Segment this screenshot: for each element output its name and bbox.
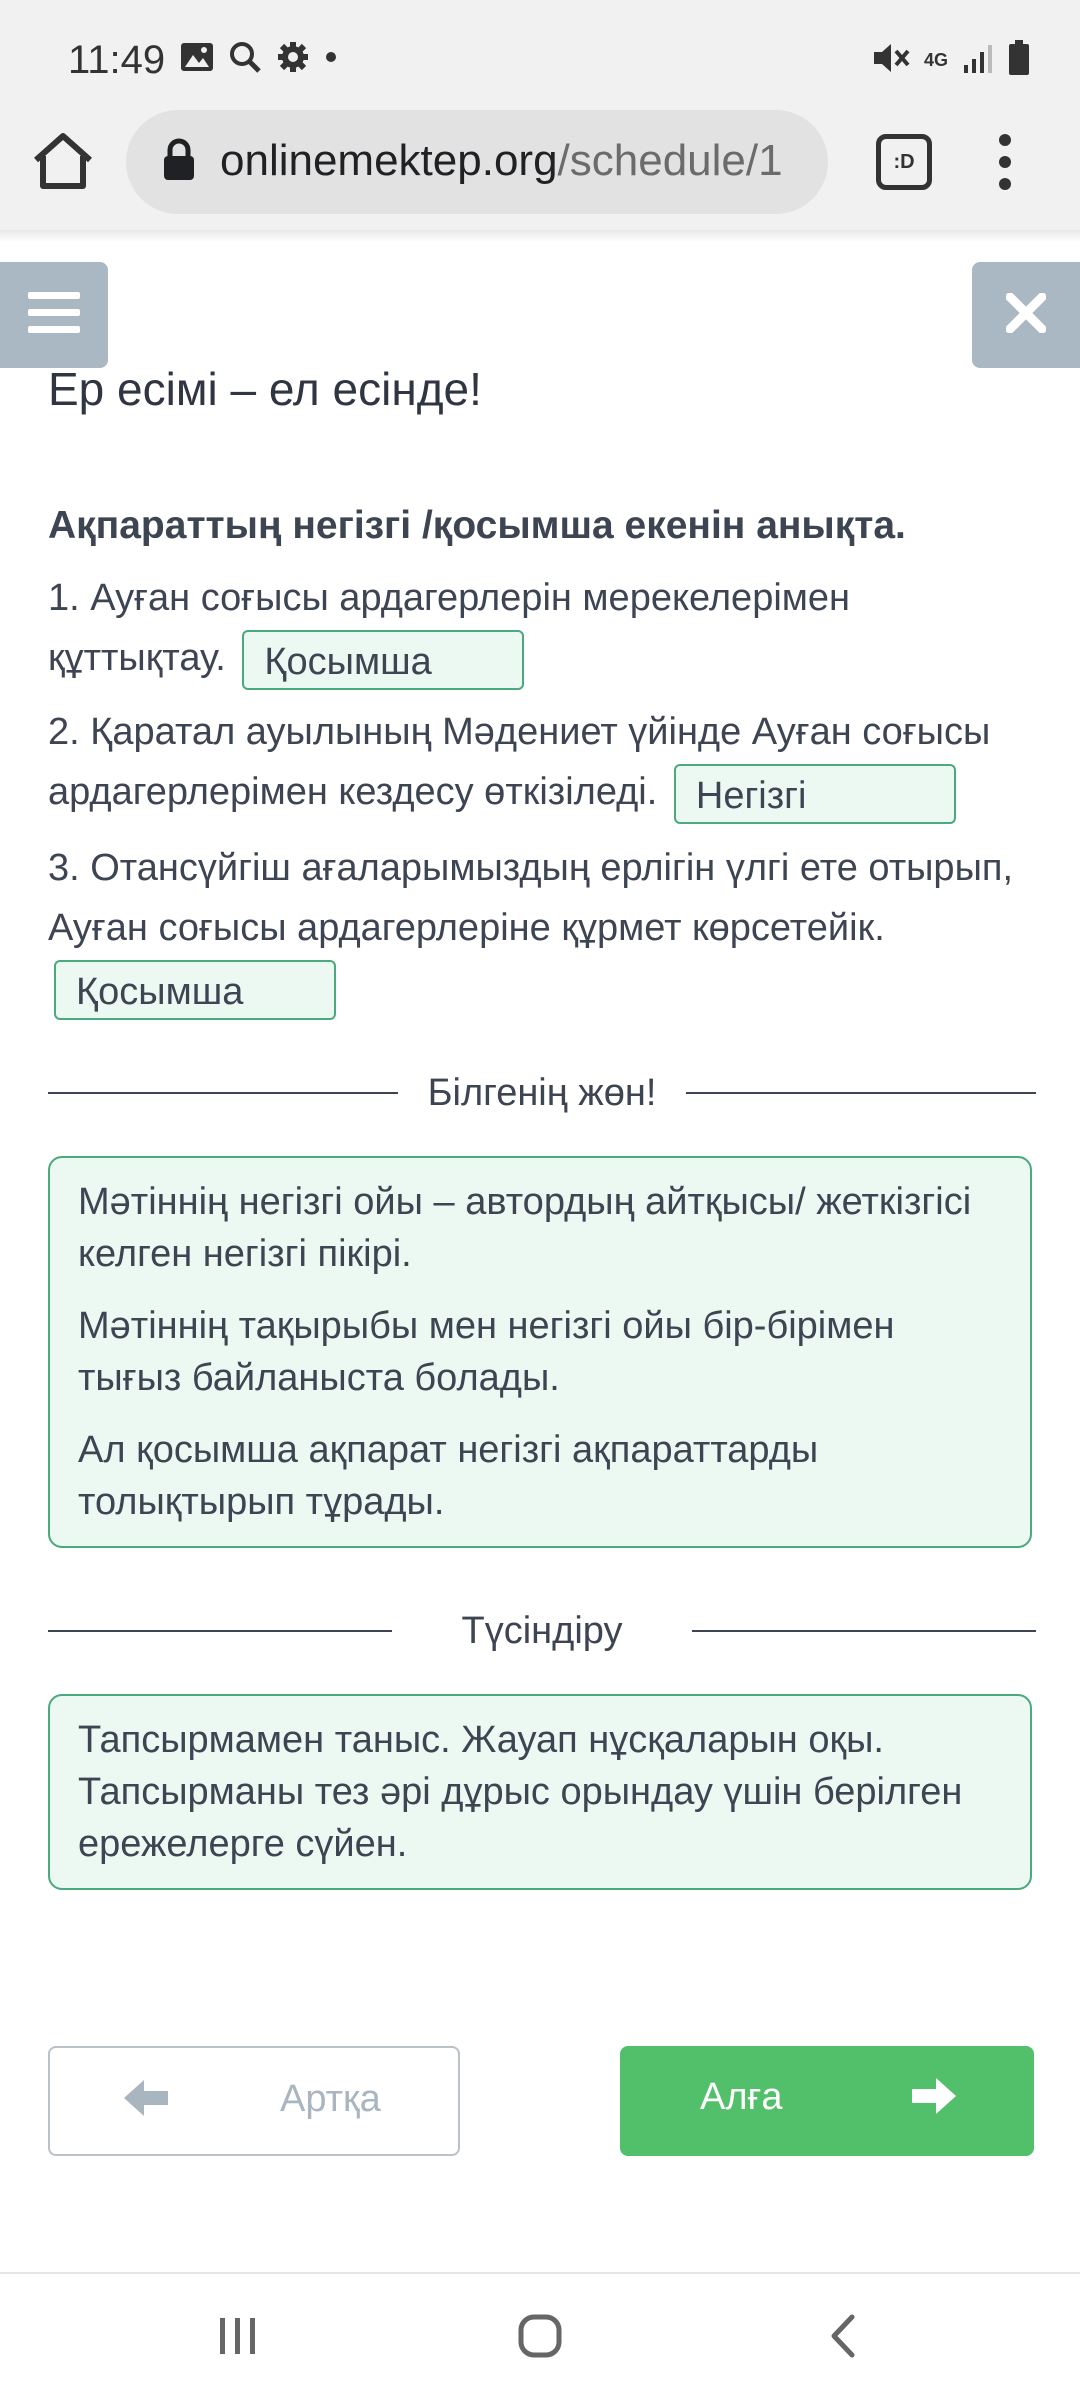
- status-notification-icons: [180, 40, 338, 79]
- system-navigation-bar: [0, 2272, 1080, 2402]
- close-icon: [1006, 293, 1046, 338]
- answer-dropdown[interactable]: Қосымша: [54, 960, 336, 1020]
- question-text: 2. Қаратал ауылының Мәдениет үйінде Ауған соғысы ардагерлерімен кездесу өткізіледі.: [48, 711, 991, 813]
- url-path: /schedule/1: [557, 136, 783, 185]
- toolbar-shadow: [0, 230, 1080, 242]
- back-nav-icon[interactable]: [828, 2314, 858, 2363]
- mute-icon: [872, 41, 910, 80]
- arrow-right-icon: [910, 2076, 956, 2121]
- browser-toolbar: [0, 110, 1080, 230]
- back-button[interactable]: [48, 2046, 460, 2156]
- section-divider: [48, 1068, 1036, 1118]
- page-title: Ер есімі – ел есінде!: [48, 363, 482, 415]
- question-item: [48, 838, 1038, 1020]
- divider-line: [692, 1630, 1036, 1632]
- task-instruction: Ақпараттың негізгі /қосымша екенін анықта.: [48, 504, 906, 547]
- info-paragraph: Тапсырмамен таныс. Жауап нұсқаларын оқы. Тапсырманы тез әрі дұрыс орындау үшін берілген ережелерге сүйен.: [78, 1719, 963, 1865]
- question-item: [48, 702, 1038, 824]
- section-title: Білгенің жөн!: [427, 1071, 657, 1114]
- explanation-box: [48, 1694, 1032, 1890]
- divider-line: [48, 1092, 398, 1094]
- info-paragraph: Мәтіннің тақырыбы мен негізгі ойы бір-бірімен тығыз байланыста болады.: [78, 1305, 895, 1399]
- next-button-label: Алға: [700, 2076, 783, 2118]
- info-box: [48, 1156, 1032, 1548]
- info-paragraph: Мәтіннің негізгі ойы – автордың айтқысы/ жеткізгісі келген негізгі пікірі.: [78, 1181, 972, 1275]
- more-options-icon[interactable]: [995, 130, 1015, 199]
- back-button-label: Артқа: [280, 2078, 381, 2120]
- dot-icon: [324, 50, 338, 69]
- answer-dropdown[interactable]: Қосымша: [242, 630, 524, 690]
- gallery-icon: [180, 42, 214, 77]
- settings-icon: [276, 40, 310, 79]
- divider-line: [686, 1092, 1036, 1094]
- battery-icon: [1008, 40, 1030, 81]
- home-icon[interactable]: [30, 132, 96, 197]
- menu-button[interactable]: [0, 262, 108, 368]
- question-item: [48, 568, 1038, 690]
- search-icon: [228, 40, 262, 79]
- home-nav-icon[interactable]: [518, 2314, 562, 2363]
- divider-line: [48, 1630, 392, 1632]
- status-system-icons: [872, 40, 1030, 81]
- status-time: 11:49: [68, 38, 166, 82]
- question-text: 3. Отансүйгіш ағаларымыздың ерлігін үлгі ете отырып, Ауған соғысы ардагерлеріне құрмет көрсетейік.: [48, 847, 1014, 949]
- next-button[interactable]: [620, 2046, 1034, 2156]
- status-bar: [0, 0, 1080, 120]
- arrow-left-icon: [124, 2078, 170, 2123]
- info-paragraph: Ал қосымша ақпарат негізгі ақпараттарды толықтырып тұрады.: [78, 1429, 819, 1523]
- url-domain: onlinemektep.org: [220, 136, 558, 185]
- signal-icon: [962, 43, 994, 78]
- recent-apps-icon[interactable]: [218, 2316, 258, 2361]
- lock-icon: [162, 138, 196, 187]
- url-text: [220, 136, 810, 186]
- answer-dropdown[interactable]: Негізгі: [674, 764, 956, 824]
- address-bar[interactable]: [126, 110, 828, 214]
- tab-switcher-button[interactable]: :D: [876, 134, 932, 190]
- section-divider: [48, 1606, 1036, 1656]
- hamburger-icon: [28, 292, 80, 339]
- section-title: Түсіндіру: [461, 1609, 623, 1652]
- close-button[interactable]: [972, 262, 1080, 368]
- network-type: 4G: [923, 50, 948, 70]
- question-text: 1. Ауған соғысы ардагерлерін мерекелерімен құттықтау.: [48, 577, 851, 679]
